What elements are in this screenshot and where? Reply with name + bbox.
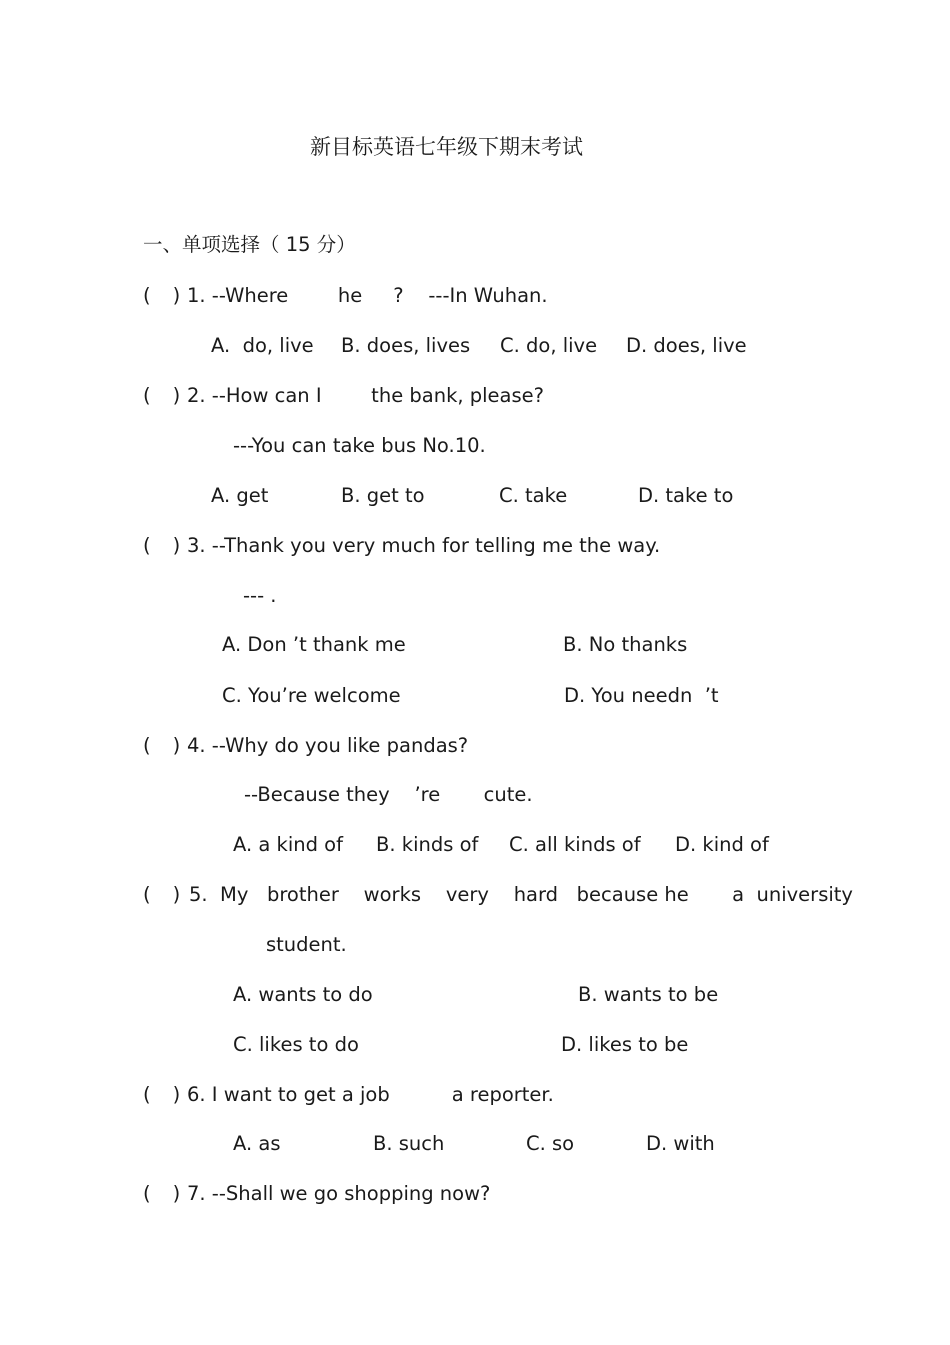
- q5-option-b: B. wants to be: [578, 983, 719, 1006]
- question-5-stem-continued: student.: [266, 933, 347, 956]
- q1-option-c: C. do, live: [500, 334, 598, 357]
- q4-option-d: D. kind of: [675, 833, 769, 856]
- q2-option-c: C. take: [499, 484, 568, 507]
- q3-option-a: A. Don ’t thank me: [222, 633, 406, 656]
- question-2-reply: ---You can take bus No.10.: [233, 434, 486, 457]
- q1-option-d: D. does, live: [626, 334, 747, 357]
- answer-bracket: ( ): [143, 883, 181, 906]
- section-heading: 一、单项选择（ 15 分）: [143, 233, 356, 256]
- question-1-stem: 1. --Where he ? ---In Wuhan.: [187, 284, 548, 307]
- answer-bracket: ( ): [143, 734, 181, 757]
- question-5-stem: 5. My brother works very hard because he a university: [189, 883, 853, 906]
- q6-option-c: C. so: [526, 1132, 575, 1155]
- q6-option-b: B. such: [373, 1132, 445, 1155]
- q2-option-a: A. get: [211, 484, 269, 507]
- q1-option-b: B. does, lives: [341, 334, 471, 357]
- question-2-stem: 2. --How can I the bank, please?: [187, 384, 545, 407]
- question-4-stem: 4. --Why do you like pandas?: [187, 734, 469, 757]
- question-4-reply: --Because they ’re cute.: [244, 783, 533, 806]
- answer-bracket: ( ): [143, 1182, 181, 1205]
- q5-option-d: D. likes to be: [561, 1033, 689, 1056]
- question-6-stem: 6. I want to get a job a reporter.: [187, 1083, 554, 1106]
- q5-option-a: A. wants to do: [233, 983, 373, 1006]
- q4-option-c: C. all kinds of: [509, 833, 641, 856]
- q2-option-b: B. get to: [341, 484, 425, 507]
- q5-option-c: C. likes to do: [233, 1033, 359, 1056]
- q3-option-d: D. You needn ’t: [564, 684, 719, 707]
- q4-option-b: B. kinds of: [376, 833, 479, 856]
- answer-bracket: ( ): [143, 284, 181, 307]
- q6-option-d: D. with: [646, 1132, 715, 1155]
- q3-option-c: C. You’re welcome: [222, 684, 401, 707]
- question-7-stem: 7. --Shall we go shopping now?: [187, 1182, 491, 1205]
- answer-bracket: ( ): [143, 534, 181, 557]
- question-3-stem: 3. --Thank you very much for telling me the way.: [187, 534, 661, 557]
- q1-option-a: A. do, live: [211, 334, 314, 357]
- q4-option-a: A. a kind of: [233, 833, 343, 856]
- page-title: 新目标英语七年级下期末考试: [310, 135, 583, 159]
- q2-option-d: D. take to: [638, 484, 734, 507]
- answer-bracket: ( ): [143, 384, 181, 407]
- answer-bracket: ( ): [143, 1083, 181, 1106]
- q3-option-b: B. No thanks: [563, 633, 688, 656]
- question-3-reply: --- .: [243, 584, 277, 607]
- q6-option-a: A. as: [233, 1132, 281, 1155]
